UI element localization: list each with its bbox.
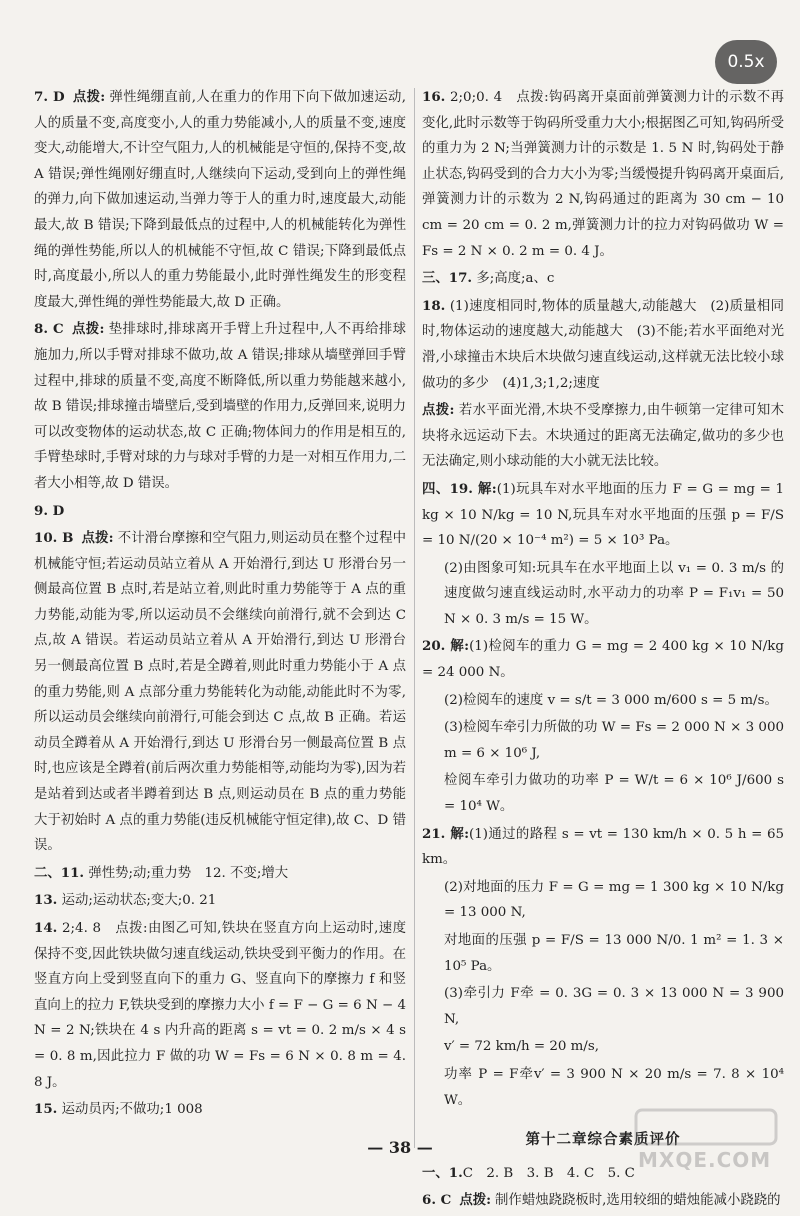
answer-item xyxy=(34,499,406,525)
answer-number: 21. 解: xyxy=(422,825,470,842)
answer-text: (2)由图象可知:玩具车在水平地面上以 v₁ = 0. 3 m/s 的速度做匀速直线运动时,水平动力的功率 P = F₁v₁ = 50 N × 0. 3 m/s = 15 W。 xyxy=(444,560,784,627)
answer-item xyxy=(34,526,406,859)
page-number: — 38 — xyxy=(367,1138,433,1157)
column-divider xyxy=(414,88,415,1148)
answer-number: 8. C xyxy=(34,321,64,338)
answer-text: 对地面的压强 p = F/S = 13 000 N/0. 1 m² = 1. 3 × 10⁵ Pa。 xyxy=(444,933,784,974)
answer-item xyxy=(422,768,784,819)
playback-speed-button[interactable]: 0.5x xyxy=(715,40,777,84)
answer-text: v′ = 72 km/h = 20 m/s, xyxy=(444,1039,599,1055)
answer-item xyxy=(34,888,406,914)
right-column xyxy=(422,85,784,1216)
answer-item xyxy=(422,398,784,475)
tip-label: 点拨: xyxy=(459,1192,492,1209)
answer-number: 7. D xyxy=(34,89,65,105)
answer-number: 三、17. xyxy=(422,270,473,287)
answer-text: 运动员丙;不做功;1 008 xyxy=(61,1102,203,1118)
answer-text: 2;4. 8 点拨:由图乙可知,铁块在竖直方向上运动时,速度保持不变,因此铁块做匀速直线运动,铁块受到平衡力的作用。在竖直方向上受到竖直向下的重力 G、竖直向下的摩擦力 f 和竖直向上的拉力 F,铁块受到的摩擦力大小 f = F − G = 6 N − 4 N = 2 N;铁块在 4 s 内升高的距离 s = vt = 0. 2 m/s × 4 s = 0. 8 m,因此拉力 F 做的功 W = Fs = 6 N × 0. 8 m = 4. 8 J。 xyxy=(34,921,407,1090)
answer-item xyxy=(34,317,406,496)
answer-item xyxy=(422,634,784,685)
answer-text: (3)检阅车牵引力所做的功 W = Fs = 2 000 N × 3 000 m = 6 × 10⁶ J, xyxy=(444,720,784,761)
answer-number: 二、11. xyxy=(34,864,85,881)
answer-text: 弹性势;动;重力势 12. 不变;增大 xyxy=(88,865,289,881)
answer-text: 2;0;0. 4 点拨:钩码离开桌面前弹簧测力计的示数不再变化,此时示数等于钩码所受重力大小;根据图乙可知,钩码所受的重力为 2 N;当弹簧测力计的示数是 1. 5 N 时,钩码处于静止状态,钩码受到的合力大小为零;当缓慢提升钩码离开桌面后,弹簧测力计的示数为 2 N,钩码通过的距离为 30 cm − 10 cm = 20 cm = 0. 2 m,弹簧测力计的拉力对钩码做功 W = Fs = 2 N × 0. 2 m = 0. 4 J。 xyxy=(422,90,784,259)
answer-number: 14. xyxy=(34,920,58,936)
answer-text: 多;高度;a、c xyxy=(476,271,555,287)
answer-item xyxy=(34,916,406,1095)
watermark-text: MXQE.COM xyxy=(638,1148,772,1172)
answer-number: 18. xyxy=(422,297,446,314)
answer-item xyxy=(422,928,784,979)
answer-number: 15. xyxy=(34,1101,58,1118)
answer-item xyxy=(422,715,784,766)
answer-item xyxy=(422,266,784,292)
answer-text: 功率 P = F牵v′ = 3 900 N × 20 m/s = 7. 8 × 10⁴ W。 xyxy=(444,1066,784,1108)
answer-text: (1)速度相同时,物体的质量越大,动能越大 (2)质量相同时,物体运动的速度越大,动能越大 (3)不能;若水平面绝对光滑,小球撞击木块后木块做匀速直线运动,这样就无法比较小球做功的多少 (4)1,3;1,2;速度 xyxy=(422,298,784,391)
answer-number: 16. xyxy=(422,89,446,105)
answer-text: 检阅车牵引力做功的功率 P = W/t = 6 × 10⁶ J/600 s = 10⁴ W。 xyxy=(444,773,784,815)
answer-item xyxy=(34,85,406,315)
answer-text: (2)对地面的压力 F = G = mg = 1 300 kg × 10 N/kg = 13 000 N, xyxy=(444,879,784,921)
answer-item xyxy=(422,556,784,633)
tip-label: 点拨: xyxy=(71,321,105,338)
answer-text: 运动;运动状态;变大;0. 21 xyxy=(61,893,217,909)
answer-number: 一、1. xyxy=(422,1164,463,1181)
watermark-logo xyxy=(630,1104,790,1199)
tip-label: 点拨: xyxy=(81,530,114,547)
answer-number: 10. B xyxy=(34,530,74,547)
tip-label: 点拨: xyxy=(72,89,106,105)
answer-text: (2)检阅车的速度 v = s/t = 3 000 m/600 s = 5 m/s。 xyxy=(444,692,778,708)
answer-item xyxy=(422,85,784,264)
answer-number: 13. xyxy=(34,892,58,909)
answer-number: 20. 解: xyxy=(422,638,470,655)
answer-number: 6. C xyxy=(422,1192,452,1209)
answer-text: (1)检阅车的重力 G = mg = 2 400 kg × 10 N/kg = 24 000 N。 xyxy=(422,639,784,681)
answer-item xyxy=(422,688,784,714)
left-column xyxy=(34,85,406,1125)
tip-label: 点拨: xyxy=(422,402,455,419)
answer-text: (1)玩具车对水平地面的压力 F = G = mg = 1 kg × 10 N/kg = 10 N,玩具车对水平地面的压强 p = F/S = 10 N/(20 × 10⁻⁴ m²) = 5 × 10³ Pa。 xyxy=(422,481,784,549)
answer-item xyxy=(34,1097,406,1123)
answer-item xyxy=(422,875,784,926)
answer-item xyxy=(422,477,784,554)
answer-text: (1)通过的路程 s = vt = 130 km/h × 0. 5 h = 65 km。 xyxy=(422,826,784,868)
answer-text: 制作蜡烛跷跷板时,选用较细的蜡烛能减小跷跷的 xyxy=(495,1193,781,1209)
answer-text: (3)牵引力 F牵 = 0. 3G = 0. 3 × 13 000 N = 3 900 N, xyxy=(444,986,784,1027)
answer-text: 若水平面光滑,木块不受摩擦力,由牛顿第一定律可知木块将永远运动下去。木块通过的距离无法确定,做功的多少也无法确定,则小球动能的大小就无法比较。 xyxy=(422,403,784,470)
answer-text: 垫排球时,排球离开手臂上升过程中,人不再给排球施加力,所以手臂对排球不做功,故 A 错误;排球从墙壁弹回手臂过程中,排球的质量不变,高度不断降低,所以重力势能越来越小,故 B 错误;排球撞击墙壁后,受到墙壁的作用力,反弹回来,说明力可以改变物体的运动状态,故 C 正确;物体间力的作用是相互的,手臂垫球时,手臂对球的力与球对手臂的力是一对相互作用力,二者大小相等,故 D 错误。 xyxy=(34,322,406,491)
answer-number: 四、19. 解: xyxy=(422,480,497,497)
answer-item xyxy=(422,981,784,1032)
answer-item xyxy=(422,1034,784,1060)
chapter-title: 第十二章综合素质评价 xyxy=(525,1131,681,1149)
answer-item xyxy=(34,861,406,887)
answer-text: 不计滑台摩擦和空气阻力,则运动员在整个过程中机械能守恒;若运动员站立着从 A 开始滑行,到达 U 形滑台另一侧最高位置 B 点时,若是站立着,则此时重力势能等于 A 点的重力势能,动能为零,所以运动员不会继续向前滑行,就不会到达 C 点,故 A 错误。若运动员站立着从 A 开始滑行,到达 U 形滑台另一侧最高位置 B 点时,若是全蹲着,则此时重力势能小于 A 点的重力势能,则 A 点部分重力势能转化为动能,动能此时不为零,所以运动员会继续向前滑行,可能会到达 C 点,故 B 正确。若运动员全蹲着从 A 开始滑行,到达 U 形滑台另一侧最高位置 B 点时,也应该是全蹲着(前后两次重力势能相等,动能均为零),因为若是站着到达或者半蹲着到达 B 点,则运动员在 B 点的重力势能大于初始时 A 点的重力势能(违反机械能守恒定律),故 C、D 错误。 xyxy=(34,531,406,854)
answer-text: 弹性绳绷直前,人在重力的作用下向下做加速运动,人的质量不变,高度变小,人的重力势能减小,人的质量不变,速度变大,动能增大,不计空气阻力,人的机械能是守恒的,保持不变,故 A 错误;弹性绳刚好绷直时,人继续向下运动,受到向上的弹性绳的弹力,向下做加速运动,当弹力等于人的重力时,速度最大,动能最大,故 B 错误;下降到最低点的过程中,人的机械能转化为弹性绳的弹性势能,所以人的机械能不守恒,故 C 错误;下降到最低点时,高度最小,所以人的重力势能最小,此时弹性绳发生的形变程度最大,弹性绳的弹性势能最大,故 D 正确。 xyxy=(34,90,406,310)
answer-text: C 2. B 3. B 4. C 5. C xyxy=(462,1165,635,1181)
answer-item xyxy=(422,294,784,396)
answer-number: 9. D xyxy=(34,502,65,519)
answer-item xyxy=(422,822,784,873)
